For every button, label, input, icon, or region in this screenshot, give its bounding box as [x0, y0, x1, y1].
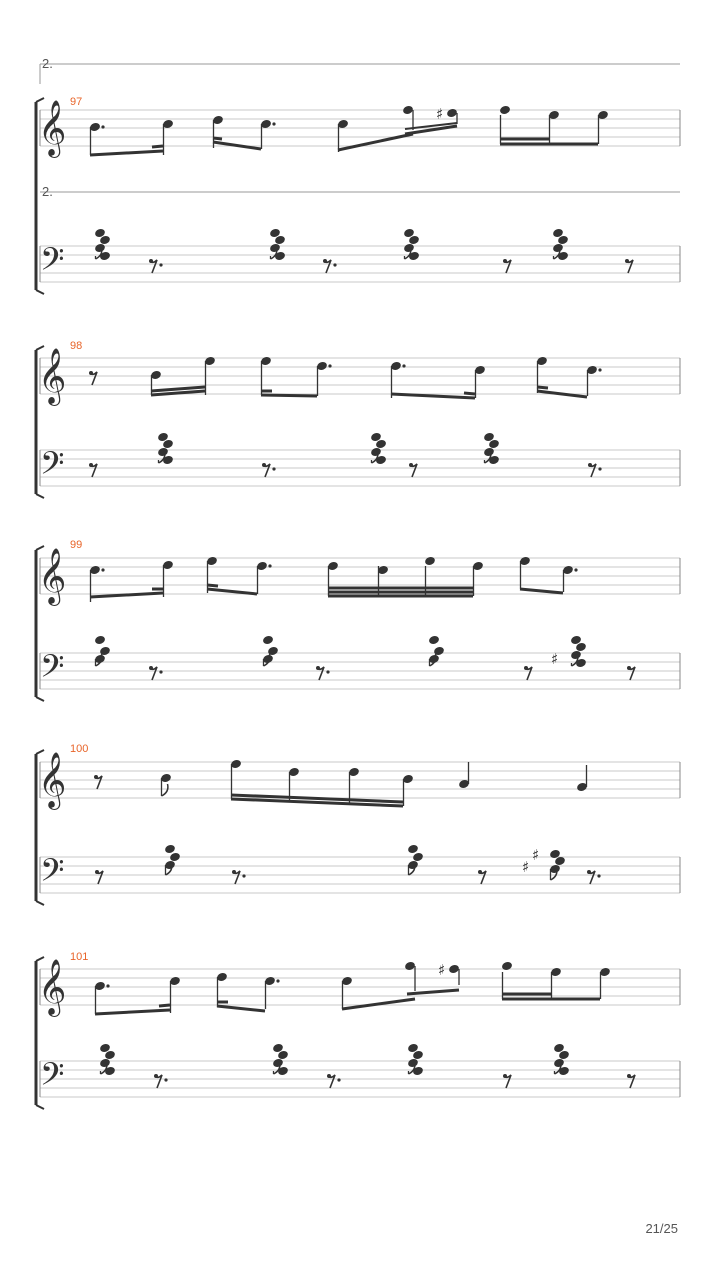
bass-chord-head — [277, 1066, 289, 1077]
bass-chord-head — [99, 1058, 111, 1069]
rest-dot-head — [627, 666, 631, 670]
note-beam — [152, 146, 163, 147]
note-head — [448, 964, 460, 975]
bass-chord-head — [552, 243, 564, 254]
bass-clef-icon: 𝄢 — [40, 852, 65, 896]
sharp-accidental-icon: ♯ — [522, 858, 530, 876]
system-brace-bottom — [36, 901, 44, 905]
bass-chord-head — [99, 646, 111, 657]
sharp-accidental-icon: ♯ — [532, 846, 540, 864]
bass-chord-head — [262, 635, 274, 646]
sharp-accidental-icon: ♯ — [551, 650, 559, 668]
note-beam — [217, 1006, 265, 1011]
sharp-accidental-icon: ♯ — [436, 105, 444, 123]
rest-dot-head — [587, 870, 591, 874]
augmentation-dot — [598, 368, 601, 371]
augmentation-dot — [101, 568, 104, 571]
rest-dot-head — [524, 666, 528, 670]
rest-dot-head — [327, 1074, 331, 1078]
rest-dot-head — [503, 259, 507, 263]
measure-number-99: 99 — [70, 539, 83, 551]
note-beam — [207, 589, 257, 594]
augmentation-dot — [272, 122, 275, 125]
bass-chord-head — [575, 658, 587, 669]
rest-dot-head — [409, 463, 413, 467]
note-head — [501, 961, 513, 972]
note-beam — [159, 1005, 170, 1006]
rest-dot-head — [627, 1074, 631, 1078]
treble-clef-icon: 𝄞 — [38, 548, 67, 604]
rest-dot-head — [95, 870, 99, 874]
bass-chord-head — [375, 455, 387, 466]
treble-staff — [40, 358, 680, 394]
bass-staff — [40, 857, 680, 893]
bass-chord-head — [274, 251, 286, 262]
bass-chord-head — [428, 635, 440, 646]
volta-label-bass: 2. — [42, 184, 53, 199]
rest-dot-head — [154, 1074, 158, 1078]
treble-staff — [40, 762, 680, 798]
sharp-accidental-icon: ♯ — [438, 961, 446, 979]
bass-chord-head — [272, 1058, 284, 1069]
bass-chord-head — [162, 455, 174, 466]
note-beam — [537, 387, 548, 388]
note-head — [424, 556, 436, 567]
measure-number-98: 98 — [70, 340, 83, 352]
note-beam — [213, 138, 222, 139]
augmentation-dot — [101, 125, 104, 128]
bass-chord-head — [483, 447, 495, 458]
bass-chord-head — [157, 447, 169, 458]
rest-dot-head — [588, 463, 592, 467]
note-beam — [464, 393, 475, 394]
volta-label-top: 2. — [42, 56, 53, 71]
treble-clef-icon: 𝄞 — [38, 959, 67, 1015]
rest-dot-head — [232, 870, 236, 874]
note-beam — [391, 394, 475, 398]
bass-chord-head — [94, 243, 106, 254]
note-beam — [261, 395, 317, 396]
bass-chord-head — [267, 646, 279, 657]
note-beam — [342, 999, 415, 1009]
bass-chord-head — [269, 243, 281, 254]
augmentation-dot — [268, 564, 271, 567]
augmentation-dot — [574, 568, 577, 571]
page-number: 21/25 — [645, 1221, 678, 1236]
bass-chord-head — [169, 852, 181, 863]
augmentation-dot — [159, 263, 162, 266]
augmentation-dot — [328, 364, 331, 367]
note-head — [446, 108, 458, 119]
bass-chord-head — [403, 243, 415, 254]
rest-dot-head — [478, 870, 482, 874]
bass-clef-icon: 𝄢 — [40, 445, 65, 489]
measure-number-100: 100 — [70, 743, 89, 755]
measure-number-97: 97 — [70, 96, 83, 108]
augmentation-dot — [276, 979, 279, 982]
augmentation-dot — [598, 467, 601, 470]
bass-staff — [40, 653, 680, 689]
bass-staff — [40, 1061, 680, 1097]
system-brace-bottom — [36, 494, 44, 498]
augmentation-dot — [159, 670, 162, 673]
augmentation-dot — [326, 670, 329, 673]
augmentation-dot — [402, 364, 405, 367]
bass-chord-head — [99, 251, 111, 262]
bass-chord-head — [408, 251, 420, 262]
bass-chord-head — [553, 1058, 565, 1069]
measure-number-101: 101 — [70, 951, 89, 963]
rest-dot-head — [503, 1074, 507, 1078]
augmentation-dot — [597, 874, 600, 877]
note-beam — [207, 585, 218, 586]
note-head — [402, 105, 414, 116]
rest-dot-head — [316, 666, 320, 670]
augmentation-dot — [106, 984, 109, 987]
note-beam — [95, 1010, 170, 1014]
bass-chord-head — [407, 1058, 419, 1069]
note-head — [404, 961, 416, 972]
bass-staff — [40, 246, 680, 282]
rest-dot-head — [262, 463, 266, 467]
augmentation-dot — [272, 467, 275, 470]
rest-dot-head — [323, 259, 327, 263]
bass-clef-icon: 𝄢 — [40, 241, 65, 285]
bass-chord-head — [164, 844, 176, 855]
rest-dot-head — [149, 666, 153, 670]
bass-chord-head — [557, 251, 569, 262]
augmentation-dot — [242, 874, 245, 877]
bass-chord-head — [433, 646, 445, 657]
bass-chord-head — [412, 852, 424, 863]
bass-chord-head — [412, 1066, 424, 1077]
bass-chord-head — [407, 844, 419, 855]
note-beam — [338, 134, 413, 150]
bass-staff — [40, 450, 680, 486]
bass-chord-head — [488, 455, 500, 466]
rest-dot-head — [89, 463, 93, 467]
rest-dot-head — [89, 371, 93, 375]
rest-dot-head — [94, 775, 98, 779]
treble-clef-icon: 𝄞 — [38, 100, 67, 156]
system-brace-bottom — [36, 697, 44, 701]
bass-chord-head — [104, 1066, 116, 1077]
note-head — [499, 105, 511, 116]
bass-chord-head — [94, 635, 106, 646]
treble-staff — [40, 110, 680, 146]
rest-dot-head — [149, 259, 153, 263]
augmentation-dot — [337, 1078, 340, 1081]
note-beam — [90, 151, 163, 155]
bass-chord-head — [570, 650, 582, 661]
rest-dot-head — [625, 259, 629, 263]
bass-clef-icon: 𝄢 — [40, 648, 65, 692]
augmentation-dot — [164, 1078, 167, 1081]
bass-clef-icon: 𝄢 — [40, 1056, 65, 1100]
note-flag — [162, 784, 168, 796]
bass-chord-head — [558, 1066, 570, 1077]
bass-chord-head — [370, 447, 382, 458]
treble-clef-icon: 𝄞 — [38, 752, 67, 808]
treble-clef-icon: 𝄞 — [38, 348, 67, 404]
note-beam — [520, 589, 563, 593]
augmentation-dot — [333, 263, 336, 266]
system-brace-bottom — [36, 290, 44, 294]
system-brace-bottom — [36, 1105, 44, 1109]
